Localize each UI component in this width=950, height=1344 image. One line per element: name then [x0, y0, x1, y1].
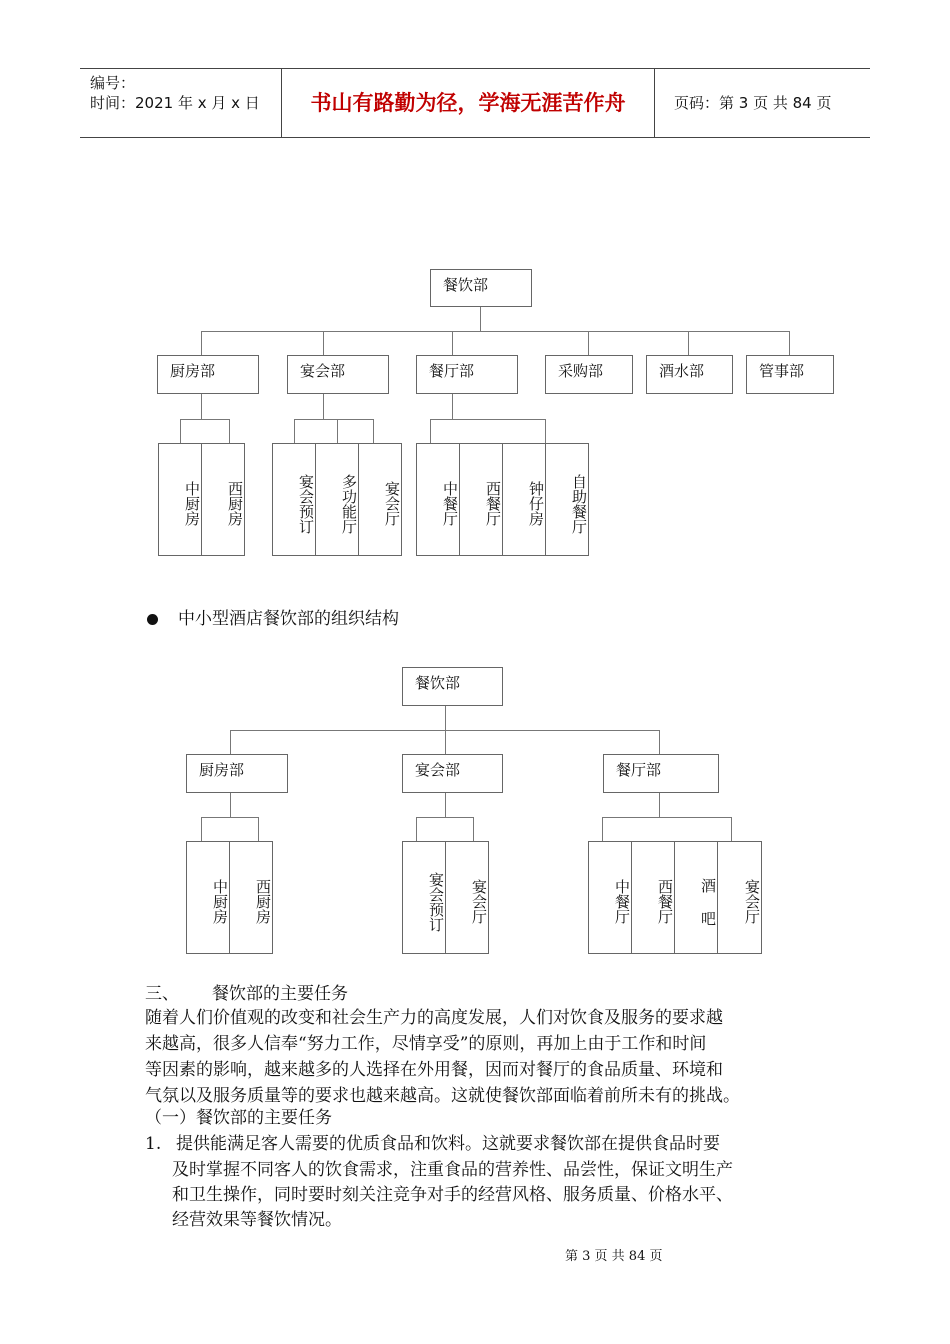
sub-heading: （一）餐饮部的主要任务	[145, 1108, 332, 1128]
chart1-unit-western-kitchen: 西厨房	[201, 443, 245, 556]
connector-line	[201, 331, 790, 332]
connector-line	[480, 307, 481, 332]
chart1-unit-chinese-kitchen: 中厨房	[158, 443, 202, 556]
page-footer: 第 3 页 共 84 页	[565, 1249, 663, 1264]
chart2-unit-banquet-hall: 宴会厅	[445, 841, 489, 954]
list-item-line: 提供能满足客人需要的优质食品和饮料。这就要求餐饮部在提供食品时要	[176, 1134, 720, 1154]
page-info-text: 页码：第 3 页 共 84 页	[674, 94, 832, 112]
chart1-root: 餐饮部	[430, 269, 532, 307]
connector-line	[201, 331, 202, 356]
connector-line	[323, 394, 324, 419]
connector-line	[230, 793, 231, 818]
paragraph-line: 等因素的影响，越来越多的人选择在外用餐，因而对餐厅的食品质量、环境和	[145, 1060, 723, 1080]
connector-line	[294, 419, 374, 420]
chart2-unit-western-restaurant: 西餐厅	[631, 841, 675, 954]
chart2-unit-banquet-hall: 宴会厅	[717, 841, 762, 954]
connector-line	[659, 793, 660, 818]
connector-line	[789, 331, 790, 356]
connector-line	[430, 419, 431, 443]
connector-line	[201, 394, 202, 419]
chart1-dept-purchasing: 采购部	[545, 355, 633, 394]
connector-line	[688, 331, 689, 356]
header-motto: 书山有路勤为径，学海无涯苦作舟	[281, 69, 655, 137]
connector-line	[602, 817, 732, 818]
chart1-unit-western-restaurant: 西餐厅	[459, 443, 503, 556]
date-label: 时间：2021 年 x 月 x 日	[90, 94, 260, 112]
header-meta	[80, 69, 280, 137]
chart1-unit-buffet-restaurant: 自助餐厅	[545, 443, 589, 556]
connector-line	[588, 331, 589, 356]
paragraph-line: 来越高，很多人信奉“努力工作，尽情享受”的原则，再加上由于工作和时间	[145, 1034, 707, 1054]
chart2-root: 餐饮部	[402, 667, 503, 706]
page-header	[80, 68, 870, 138]
header-page-info	[664, 69, 870, 137]
list-item-line: 经营效果等餐饮情况。	[172, 1210, 342, 1230]
chart1-dept-stewarding: 管事部	[746, 355, 834, 394]
connector-line	[445, 793, 446, 818]
chart1-unit-banquet-hall: 宴会厅	[358, 443, 402, 556]
chart1-dept-banquet: 宴会部	[287, 355, 389, 394]
chart2-dept-kitchen: 厨房部	[186, 754, 288, 793]
connector-line	[445, 706, 446, 731]
list-item-line: 和卫生操作，同时要时刻关注竞争对手的经营风格、服务质量、价格水平、	[172, 1185, 733, 1205]
connector-line	[545, 419, 546, 443]
connector-line	[258, 817, 259, 841]
chart2-unit-bar: 酒 吧	[674, 841, 718, 954]
chart2-dept-restaurant: 餐厅部	[603, 754, 719, 793]
doc-number-label: 编号：	[90, 74, 136, 92]
chart1-unit-zhongzai-room: 钟仔房	[502, 443, 546, 556]
chart1-unit-chinese-restaurant: 中餐厅	[416, 443, 460, 556]
connector-line	[430, 419, 546, 420]
list-item-line: 及时掌握不同客人的饮食需求，注重食品的营养性、品尝性，保证文明生产	[172, 1160, 733, 1180]
section-heading: 餐饮部的主要任务	[212, 984, 348, 1004]
bullet-icon	[147, 614, 158, 625]
chart2-dept-banquet: 宴会部	[402, 754, 503, 793]
connector-line	[659, 730, 660, 755]
connector-line	[230, 730, 231, 755]
paragraph-line: 随着人们价值观的改变和社会生产力的高度发展，人们对饮食及服务的要求越	[145, 1008, 723, 1028]
chart1-unit-multi-function-hall: 多功能厅	[315, 443, 359, 556]
connector-line	[731, 817, 732, 841]
connector-line	[416, 817, 417, 841]
connector-line	[201, 817, 202, 841]
connector-line	[229, 419, 230, 443]
chart1-unit-banquet-booking: 宴会预订	[272, 443, 316, 556]
connector-line	[416, 817, 474, 818]
list-item-number: 1.	[145, 1134, 162, 1154]
chart2-unit-chinese-restaurant: 中餐厅	[588, 841, 632, 954]
connector-line	[294, 419, 295, 443]
paragraph-line: 气氛以及服务质量等的要求也越来越高。这就使餐饮部面临着前所未有的挑战。	[145, 1086, 740, 1106]
chart2-unit-banquet-booking: 宴会预订	[402, 841, 446, 954]
chart1-dept-restaurant: 餐厅部	[416, 355, 518, 394]
chart2-unit-chinese-kitchen: 中厨房	[186, 841, 230, 954]
chart1-dept-kitchen: 厨房部	[157, 355, 259, 394]
connector-line	[452, 331, 453, 356]
connector-line	[602, 817, 603, 841]
connector-line	[180, 419, 181, 443]
section-heading-number: 三、	[145, 984, 179, 1004]
connector-line	[180, 419, 230, 420]
connector-line	[452, 394, 453, 419]
connector-line	[473, 817, 474, 841]
bullet-heading: 中小型酒店餐饮部的组织结构	[178, 609, 399, 629]
connector-line	[201, 817, 259, 818]
connector-line	[323, 331, 324, 356]
connector-line	[337, 419, 338, 443]
chart1-dept-beverage: 酒水部	[646, 355, 733, 394]
connector-line	[373, 419, 374, 443]
connector-line	[445, 730, 446, 755]
chart2-unit-western-kitchen: 西厨房	[229, 841, 273, 954]
